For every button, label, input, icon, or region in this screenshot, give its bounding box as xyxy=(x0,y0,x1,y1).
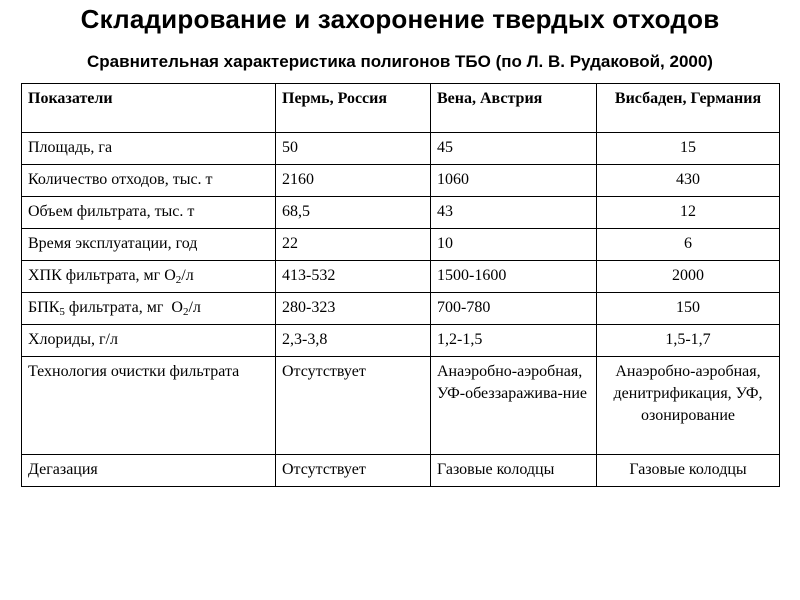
row-label: Технология очистки фильтрата xyxy=(22,357,276,455)
header-wiesbaden: Висбаден, Германия xyxy=(597,84,780,133)
cell-vienna: 43 xyxy=(431,197,597,229)
cell-vienna: 45 xyxy=(431,133,597,165)
cell-wiesbaden: 430 xyxy=(597,165,780,197)
cell-wiesbaden: Газовые колодцы xyxy=(597,455,780,487)
cell-vienna: 1500-1600 xyxy=(431,261,597,293)
cell-perm: 413-532 xyxy=(276,261,431,293)
slide-title: Складирование и захоронение твердых отходов xyxy=(80,4,720,34)
cell-vienna: 1060 xyxy=(431,165,597,197)
table-row xyxy=(22,165,780,197)
cell-vienna: Анаэробно-аэробная, УФ-обеззаражива-ние xyxy=(431,357,597,455)
slide-subtitle: Сравнительная характеристика полигонов ТБО (по Л. В. Рудаковой, 2000) xyxy=(87,52,713,71)
row-label: Объем фильтрата, тыс. т xyxy=(22,197,276,229)
comparison-table xyxy=(21,83,780,487)
subscript: 2 xyxy=(182,306,189,318)
cell-perm: 50 xyxy=(276,133,431,165)
subscript: 2 xyxy=(175,274,182,286)
header-vienna: Вена, Австрия xyxy=(431,84,597,133)
cell-wiesbaden: 150 xyxy=(597,293,780,325)
row-label: Дегазация xyxy=(22,455,276,487)
cell-perm: 2160 xyxy=(276,165,431,197)
row-label xyxy=(22,293,276,325)
cell-perm: Отсутствует xyxy=(276,357,431,455)
cell-wiesbaden: 2000 xyxy=(597,261,780,293)
row-label: Время эксплуатации, год xyxy=(22,229,276,261)
cell-perm: 2,3-3,8 xyxy=(276,325,431,357)
cell-vienna: 1,2-1,5 xyxy=(431,325,597,357)
cell-vienna: 10 xyxy=(431,229,597,261)
subscript: 5 xyxy=(59,306,65,318)
row-label-unit: /л xyxy=(181,267,194,284)
table-row xyxy=(22,325,780,357)
cell-vienna: 700-780 xyxy=(431,293,597,325)
cell-wiesbaden: 12 xyxy=(597,197,780,229)
cell-perm: 280-323 xyxy=(276,293,431,325)
header-indicators: Показатели xyxy=(22,84,276,133)
table-row xyxy=(22,455,780,487)
cell-wiesbaden: 6 xyxy=(597,229,780,261)
header-perm: Пермь, Россия xyxy=(276,84,431,133)
table-row xyxy=(22,197,780,229)
table-row xyxy=(22,293,780,325)
row-label: Хлориды, г/л xyxy=(22,325,276,357)
cell-perm: 68,5 xyxy=(276,197,431,229)
cell-vienna: Газовые колодцы xyxy=(431,455,597,487)
row-label xyxy=(22,261,276,293)
cell-wiesbaden: 1,5-1,7 xyxy=(597,325,780,357)
table-header-row xyxy=(22,84,780,133)
row-label: Количество отходов, тыс. т xyxy=(22,165,276,197)
cell-wiesbaden: Анаэробно-аэробная, денитрификация, УФ, озонирование xyxy=(597,357,780,455)
cell-perm: 22 xyxy=(276,229,431,261)
cell-wiesbaden: 15 xyxy=(597,133,780,165)
cell-perm: Отсутствует xyxy=(276,455,431,487)
row-label-text: БПК xyxy=(28,299,60,316)
table-row xyxy=(22,229,780,261)
table-row xyxy=(22,261,780,293)
table-row xyxy=(22,133,780,165)
table-row xyxy=(22,357,780,455)
row-label: Площадь, га xyxy=(22,133,276,165)
row-label-text: фильтрата, мг О xyxy=(64,299,183,316)
row-label-text: ХПК фильтрата, мг О xyxy=(28,267,176,284)
row-label-unit: /л xyxy=(188,299,201,316)
